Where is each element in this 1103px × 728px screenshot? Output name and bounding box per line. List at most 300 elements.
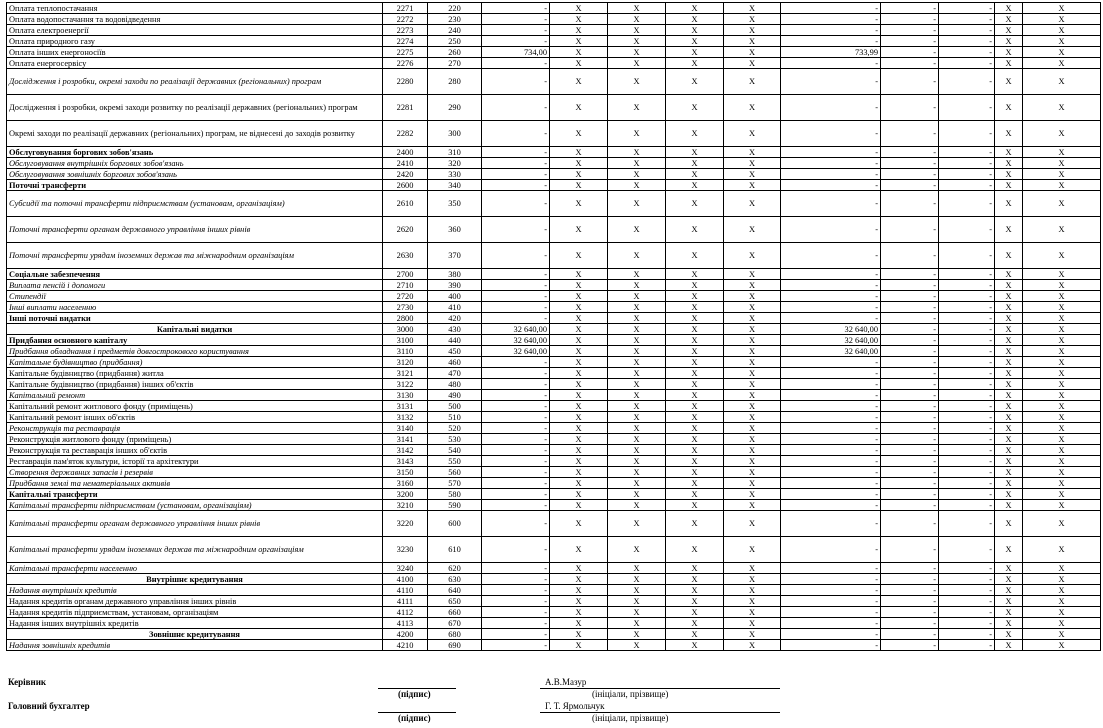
cell-value-6: - [781, 191, 881, 217]
cell-value-4: X [666, 537, 724, 563]
cell-value-1: 32 640,00 [482, 346, 550, 357]
cell-value-10: X [1023, 147, 1101, 158]
cell-value-3: X [608, 217, 666, 243]
cell-value-1: - [482, 180, 550, 191]
cell-value-7: - [881, 379, 939, 390]
cell-value-6: - [781, 585, 881, 596]
cell-value-9: X [995, 434, 1023, 445]
cell-value-6: - [781, 357, 881, 368]
cell-value-5: X [724, 401, 781, 412]
cell-value-1: - [482, 280, 550, 291]
cell-value-3: X [608, 379, 666, 390]
cell-value-1: - [482, 3, 550, 14]
cell-value-3: X [608, 537, 666, 563]
cell-kekv: 2273 [383, 25, 428, 36]
accountant-initials-caption: (ініціали, прізвище) [592, 713, 669, 723]
table-row [7, 640, 1101, 651]
cell-value-8: - [939, 217, 995, 243]
cell-value-1: - [482, 478, 550, 489]
table-row [7, 390, 1101, 401]
cell-value-10: X [1023, 390, 1101, 401]
table-row [7, 368, 1101, 379]
cell-name: Реконструкція житлового фонду (приміщень) [7, 434, 383, 445]
cell-value-8: - [939, 191, 995, 217]
cell-value-7: - [881, 478, 939, 489]
cell-value-5: X [724, 25, 781, 36]
cell-value-7: - [881, 489, 939, 500]
cell-value-5: X [724, 618, 781, 629]
table-row [7, 412, 1101, 423]
cell-name: Капітальні трансферти [7, 489, 383, 500]
cell-value-6: 32 640,00 [781, 335, 881, 346]
table-row [7, 180, 1101, 191]
cell-kekv: 3132 [383, 412, 428, 423]
cell-value-6: - [781, 243, 881, 269]
cell-value-4: X [666, 335, 724, 346]
cell-value-3: X [608, 169, 666, 180]
cell-value-3: X [608, 191, 666, 217]
cell-value-7: - [881, 511, 939, 537]
cell-line-code: 330 [428, 169, 482, 180]
cell-value-1: - [482, 511, 550, 537]
table-row [7, 280, 1101, 291]
cell-value-7: - [881, 217, 939, 243]
cell-value-2: X [550, 147, 608, 158]
cell-value-4: X [666, 14, 724, 25]
cell-kekv: 3000 [383, 324, 428, 335]
cell-value-2: X [550, 585, 608, 596]
cell-value-6: - [781, 14, 881, 25]
cell-value-1: - [482, 500, 550, 511]
cell-value-10: X [1023, 456, 1101, 467]
cell-value-5: X [724, 456, 781, 467]
cell-value-6: - [781, 158, 881, 169]
cell-value-4: X [666, 445, 724, 456]
table-row [7, 291, 1101, 302]
cell-name: Поточні трансферти органам державного управління інших рівнів [7, 217, 383, 243]
cell-line-code: 650 [428, 596, 482, 607]
cell-name: Оплата природного газу [7, 36, 383, 47]
table-row [7, 596, 1101, 607]
cell-value-10: X [1023, 36, 1101, 47]
cell-value-2: X [550, 269, 608, 280]
cell-value-10: X [1023, 401, 1101, 412]
cell-kekv: 3100 [383, 335, 428, 346]
cell-name: Капітальні трансферти органам державного управління інших рівнів [7, 511, 383, 537]
cell-value-5: X [724, 243, 781, 269]
cell-value-4: X [666, 217, 724, 243]
cell-value-4: X [666, 585, 724, 596]
cell-value-10: X [1023, 368, 1101, 379]
cell-value-8: - [939, 302, 995, 313]
cell-value-9: X [995, 456, 1023, 467]
cell-value-10: X [1023, 412, 1101, 423]
cell-value-5: X [724, 500, 781, 511]
cell-value-10: X [1023, 563, 1101, 574]
table-row [7, 302, 1101, 313]
cell-value-2: X [550, 357, 608, 368]
cell-value-5: X [724, 313, 781, 324]
cell-kekv: 2420 [383, 169, 428, 180]
cell-value-2: X [550, 58, 608, 69]
cell-line-code: 420 [428, 313, 482, 324]
cell-value-2: X [550, 640, 608, 651]
cell-value-4: X [666, 607, 724, 618]
cell-value-9: X [995, 180, 1023, 191]
cell-kekv: 2282 [383, 121, 428, 147]
cell-value-5: X [724, 390, 781, 401]
cell-line-code: 320 [428, 158, 482, 169]
cell-value-7: - [881, 280, 939, 291]
cell-value-1: - [482, 25, 550, 36]
cell-line-code: 310 [428, 147, 482, 158]
cell-value-9: X [995, 313, 1023, 324]
cell-value-3: X [608, 368, 666, 379]
cell-value-5: X [724, 489, 781, 500]
cell-value-10: X [1023, 3, 1101, 14]
cell-kekv: 4111 [383, 596, 428, 607]
cell-kekv: 3160 [383, 478, 428, 489]
cell-kekv: 2800 [383, 313, 428, 324]
cell-value-3: X [608, 574, 666, 585]
cell-value-10: X [1023, 269, 1101, 280]
cell-value-9: X [995, 478, 1023, 489]
cell-name: Капітальні видатки [7, 324, 383, 335]
cell-kekv: 4110 [383, 585, 428, 596]
cell-value-8: - [939, 121, 995, 147]
cell-value-7: - [881, 36, 939, 47]
table-row [7, 607, 1101, 618]
table-row [7, 269, 1101, 280]
cell-line-code: 220 [428, 3, 482, 14]
cell-line-code: 250 [428, 36, 482, 47]
cell-value-1: - [482, 36, 550, 47]
cell-line-code: 680 [428, 629, 482, 640]
cell-value-2: X [550, 596, 608, 607]
cell-value-6: - [781, 379, 881, 390]
cell-value-8: - [939, 489, 995, 500]
cell-value-6: - [781, 302, 881, 313]
cell-value-9: X [995, 58, 1023, 69]
cell-value-1: - [482, 596, 550, 607]
cell-value-9: X [995, 511, 1023, 537]
cell-value-8: - [939, 313, 995, 324]
cell-value-2: X [550, 95, 608, 121]
cell-value-2: X [550, 313, 608, 324]
cell-value-8: - [939, 346, 995, 357]
cell-value-1: - [482, 302, 550, 313]
cell-value-3: X [608, 489, 666, 500]
cell-value-7: - [881, 302, 939, 313]
table-row [7, 489, 1101, 500]
cell-value-4: X [666, 36, 724, 47]
cell-line-code: 590 [428, 500, 482, 511]
cell-line-code: 550 [428, 456, 482, 467]
cell-value-7: - [881, 269, 939, 280]
cell-name: Оплата водопостачання та водовідведення [7, 14, 383, 25]
cell-kekv: 2400 [383, 147, 428, 158]
cell-value-3: X [608, 412, 666, 423]
cell-value-1: 32 640,00 [482, 324, 550, 335]
cell-value-6: - [781, 478, 881, 489]
cell-value-5: X [724, 180, 781, 191]
cell-value-6: - [781, 69, 881, 95]
cell-value-8: - [939, 412, 995, 423]
cell-value-7: - [881, 640, 939, 651]
cell-value-1: - [482, 456, 550, 467]
cell-line-code: 630 [428, 574, 482, 585]
cell-value-9: X [995, 36, 1023, 47]
cell-value-9: X [995, 390, 1023, 401]
cell-value-6: - [781, 401, 881, 412]
cell-name: Придбання обладнання і предметів довгострокового користування [7, 346, 383, 357]
cell-value-4: X [666, 489, 724, 500]
cell-value-9: X [995, 467, 1023, 478]
table-row [7, 585, 1101, 596]
cell-value-9: X [995, 217, 1023, 243]
cell-value-10: X [1023, 121, 1101, 147]
cell-value-6: - [781, 629, 881, 640]
cell-line-code: 400 [428, 291, 482, 302]
cell-value-1: - [482, 243, 550, 269]
cell-value-1: - [482, 489, 550, 500]
cell-value-10: X [1023, 158, 1101, 169]
cell-value-3: X [608, 563, 666, 574]
cell-line-code: 520 [428, 423, 482, 434]
cell-value-9: X [995, 412, 1023, 423]
cell-value-7: - [881, 3, 939, 14]
cell-name: Реставрація пам'яток культури, історії та архітектури [7, 456, 383, 467]
cell-value-4: X [666, 618, 724, 629]
cell-value-5: X [724, 412, 781, 423]
table-row [7, 47, 1101, 58]
cell-value-6: - [781, 618, 881, 629]
cell-value-1: - [482, 95, 550, 121]
cell-value-9: X [995, 147, 1023, 158]
cell-kekv: 2630 [383, 243, 428, 269]
cell-value-6: - [781, 607, 881, 618]
cell-value-10: X [1023, 95, 1101, 121]
cell-value-2: X [550, 423, 608, 434]
cell-value-8: - [939, 95, 995, 121]
cell-value-2: X [550, 511, 608, 537]
cell-value-5: X [724, 423, 781, 434]
cell-value-7: - [881, 95, 939, 121]
cell-value-1: - [482, 357, 550, 368]
cell-value-9: X [995, 500, 1023, 511]
cell-value-2: X [550, 36, 608, 47]
cell-value-5: X [724, 357, 781, 368]
cell-value-4: X [666, 368, 724, 379]
cell-value-2: X [550, 456, 608, 467]
cell-line-code: 450 [428, 346, 482, 357]
cell-value-7: - [881, 401, 939, 412]
table-row [7, 36, 1101, 47]
cell-line-code: 570 [428, 478, 482, 489]
cell-name: Дослідження і розробки, окремі заходи розвитку по реалізації державних (регіональних) програм [7, 95, 383, 121]
cell-value-9: X [995, 379, 1023, 390]
cell-value-2: X [550, 346, 608, 357]
cell-value-6: - [781, 147, 881, 158]
table-row [7, 217, 1101, 243]
cell-line-code: 230 [428, 14, 482, 25]
cell-value-6: - [781, 467, 881, 478]
cell-value-3: X [608, 158, 666, 169]
table-row [7, 357, 1101, 368]
cell-value-8: - [939, 368, 995, 379]
table-row [7, 335, 1101, 346]
cell-value-9: X [995, 69, 1023, 95]
cell-value-9: X [995, 585, 1023, 596]
cell-value-7: - [881, 180, 939, 191]
cell-line-code: 340 [428, 180, 482, 191]
cell-value-5: X [724, 191, 781, 217]
table-row [7, 500, 1101, 511]
cell-value-3: X [608, 467, 666, 478]
cell-value-7: - [881, 147, 939, 158]
cell-name: Обслуговування боргових зобов'язань [7, 147, 383, 158]
cell-value-9: X [995, 607, 1023, 618]
cell-value-5: X [724, 169, 781, 180]
cell-value-3: X [608, 280, 666, 291]
cell-value-8: - [939, 147, 995, 158]
cell-value-8: - [939, 158, 995, 169]
cell-name: Капітальне будівництво (придбання) інших об'єктів [7, 379, 383, 390]
cell-value-5: X [724, 563, 781, 574]
cell-value-3: X [608, 456, 666, 467]
cell-value-4: X [666, 243, 724, 269]
cell-value-7: - [881, 467, 939, 478]
cell-value-3: X [608, 269, 666, 280]
cell-value-2: X [550, 500, 608, 511]
cell-value-10: X [1023, 596, 1101, 607]
cell-value-5: X [724, 269, 781, 280]
cell-value-10: X [1023, 478, 1101, 489]
cell-value-8: - [939, 335, 995, 346]
cell-value-6: - [781, 596, 881, 607]
cell-value-3: X [608, 596, 666, 607]
accountant-name: Г. Т. Ярмольчук [545, 701, 605, 711]
cell-value-2: X [550, 618, 608, 629]
cell-value-1: - [482, 121, 550, 147]
cell-value-3: X [608, 511, 666, 537]
cell-line-code: 460 [428, 357, 482, 368]
cell-value-9: X [995, 169, 1023, 180]
cell-value-5: X [724, 368, 781, 379]
cell-line-code: 240 [428, 25, 482, 36]
cell-name: Окремі заходи по реалізації державних (регіональних) програм, не віднесені до заходів розвитку [7, 121, 383, 147]
cell-value-3: X [608, 14, 666, 25]
cell-line-code: 580 [428, 489, 482, 500]
cell-value-9: X [995, 640, 1023, 651]
table-row [7, 324, 1101, 335]
accountant-sign-caption: (підпис) [398, 713, 431, 723]
cell-value-5: X [724, 511, 781, 537]
cell-kekv: 2410 [383, 158, 428, 169]
cell-line-code: 620 [428, 563, 482, 574]
cell-value-10: X [1023, 25, 1101, 36]
cell-kekv: 3150 [383, 467, 428, 478]
cell-value-8: - [939, 324, 995, 335]
cell-value-6: - [781, 489, 881, 500]
cell-value-7: - [881, 563, 939, 574]
cell-value-6: - [781, 58, 881, 69]
cell-value-9: X [995, 324, 1023, 335]
cell-kekv: 3131 [383, 401, 428, 412]
cell-value-8: - [939, 25, 995, 36]
cell-name: Реконструкція та реставрація [7, 423, 383, 434]
cell-value-2: X [550, 191, 608, 217]
cell-value-8: - [939, 69, 995, 95]
cell-value-3: X [608, 69, 666, 95]
cell-value-4: X [666, 47, 724, 58]
cell-value-7: - [881, 445, 939, 456]
cell-value-3: X [608, 335, 666, 346]
cell-value-6: - [781, 390, 881, 401]
cell-value-8: - [939, 629, 995, 640]
cell-value-3: X [608, 302, 666, 313]
cell-value-4: X [666, 456, 724, 467]
cell-name: Інші виплати населенню [7, 302, 383, 313]
cell-line-code: 540 [428, 445, 482, 456]
cell-value-1: - [482, 629, 550, 640]
cell-value-2: X [550, 158, 608, 169]
cell-value-4: X [666, 379, 724, 390]
cell-value-1: - [482, 412, 550, 423]
cell-name: Капітальні трансферти урядам іноземних держав та міжнародним організаціям [7, 537, 383, 563]
cell-value-8: - [939, 401, 995, 412]
cell-value-3: X [608, 36, 666, 47]
cell-name: Капітальні трансферти підприємствам (установам, організаціям) [7, 500, 383, 511]
table-row [7, 537, 1101, 563]
cell-value-9: X [995, 243, 1023, 269]
cell-value-2: X [550, 629, 608, 640]
cell-value-7: - [881, 574, 939, 585]
cell-value-2: X [550, 121, 608, 147]
cell-value-8: - [939, 537, 995, 563]
cell-value-5: X [724, 280, 781, 291]
cell-value-2: X [550, 434, 608, 445]
cell-value-10: X [1023, 313, 1101, 324]
cell-value-5: X [724, 147, 781, 158]
head-sign-caption: (підпис) [398, 689, 431, 699]
table-row [7, 169, 1101, 180]
table-row [7, 121, 1101, 147]
cell-value-4: X [666, 390, 724, 401]
cell-value-5: X [724, 537, 781, 563]
cell-value-6: - [781, 36, 881, 47]
cell-name: Соціальне забезпечення [7, 269, 383, 280]
cell-value-2: X [550, 3, 608, 14]
cell-value-8: - [939, 280, 995, 291]
table-row [7, 346, 1101, 357]
cell-value-9: X [995, 401, 1023, 412]
cell-value-3: X [608, 180, 666, 191]
cell-value-2: X [550, 324, 608, 335]
cell-kekv: 2275 [383, 47, 428, 58]
cell-value-8: - [939, 36, 995, 47]
cell-value-6: - [781, 563, 881, 574]
cell-name: Дослідження і розробки, окремі заходи по реалізації державних (регіональних) програм [7, 69, 383, 95]
cell-value-8: - [939, 180, 995, 191]
cell-value-4: X [666, 302, 724, 313]
cell-value-10: X [1023, 445, 1101, 456]
cell-value-3: X [608, 629, 666, 640]
cell-line-code: 280 [428, 69, 482, 95]
cell-value-10: X [1023, 169, 1101, 180]
cell-value-10: X [1023, 640, 1101, 651]
table-row [7, 379, 1101, 390]
